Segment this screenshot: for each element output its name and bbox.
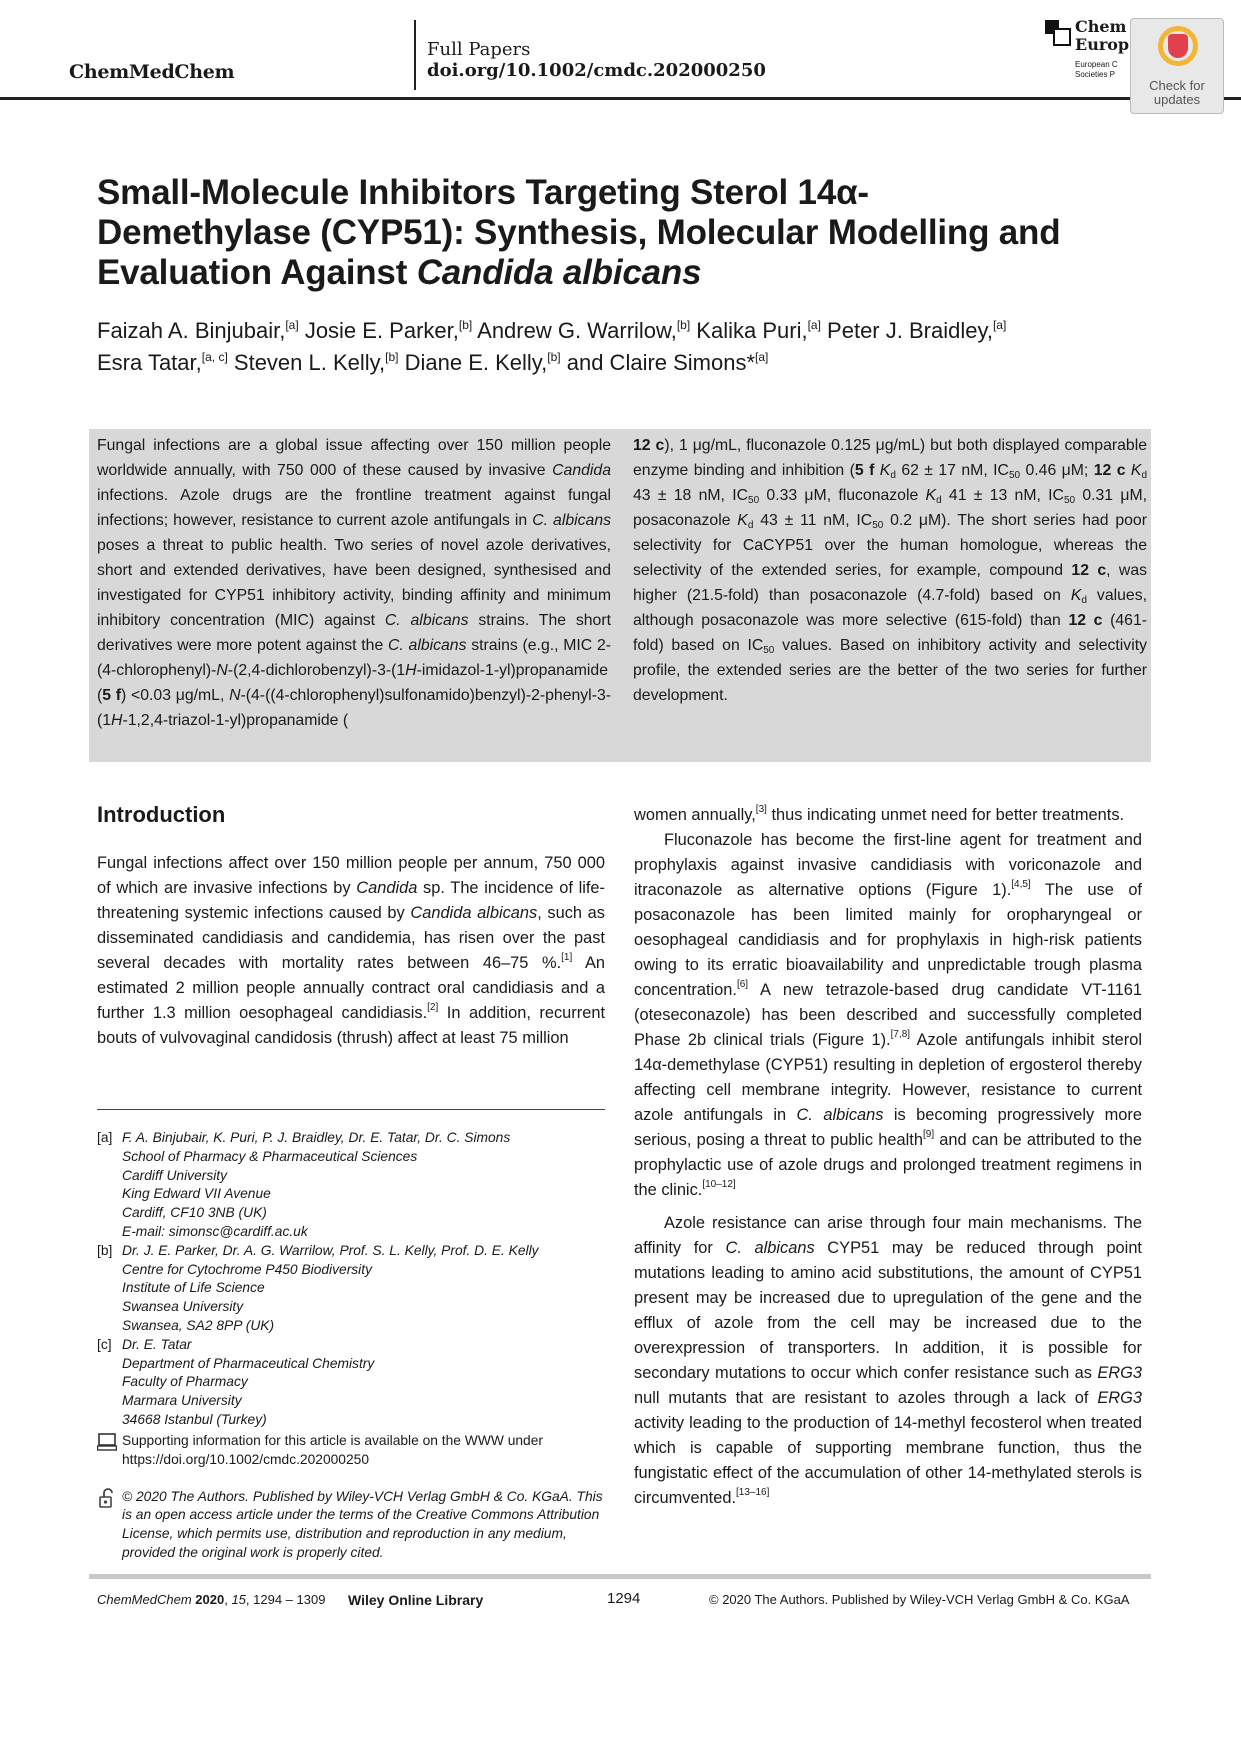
footer-citation: ChemMedChem 2020, 15, 1294 – 1309 [97,1592,326,1607]
author-affiliation: [a] [755,350,769,364]
article-title [97,173,1157,293]
logo-text-2: Europ [1075,35,1130,54]
intro-paragraph-3: Azole resistance can arise through four main mechanisms. The affinity for C. albicans CYP51 may be reduced through point mutations leading to amino acid substitutions, the amount of CYP51 present may be increased due to upregulation of the gene and the efflux of azole from the cell may be increased due to the overexpression of transporters. In addition, it is possible for secondary mutations to occur which confer resistance such as ERG3 null mutants that are resistant to azoles through a lack of ERG3 activity leading to the production of 14-methyl fecosterol when treated which is capable of supporting membrane function, thus the fungistatic effect of the accumulation of other 14-methylated sterols is circumvented.[13–16] [634,1214,1142,1507]
author: Faizah A. Binjubair, [97,318,286,343]
author: Peter J. Braidley, [827,318,993,343]
logo-text-4: Societies P [1075,70,1116,79]
check-for-updates-badge[interactable] [1130,18,1224,114]
author-affiliation: [a] [992,318,1007,332]
author: Steven L. Kelly, [233,350,386,375]
author: Esra Tatar, [97,350,202,375]
citation[interactable]: [1] [561,952,573,963]
computer-icon [97,1432,117,1452]
citation[interactable]: [6] [736,979,749,990]
citation[interactable]: [7,8] [890,1029,911,1040]
citation[interactable]: [9] [922,1129,935,1140]
open-access-icon [97,1488,117,1508]
author-affiliation: [a] [807,318,821,332]
citation[interactable]: [10–12] [702,1179,736,1190]
author-list [97,315,1157,379]
abstract-column-right: 12 c), 1 μg/mL, fluconazole 0.125 μg/mL) but both displayed comparable enzyme binding and inhibition (5 f $K_d$ 62 ± 17 nM, $IC_{50}$ 0.46 μM; 12 c $K_d$ 43 ± 18 nM, $IC_{50}$ 0.33 μM, fluconazole $K_d$ 41 ± 13 nM, $IC_{50}$ 0.31 μM, posaconazole $K_d$ 43 ± 11 nM, $IC_{50}$ 0.2 μM). The short series had poor selectivity for CaCYP51 over the human homologue, whereas the selectivity of the extended series, for example, compound 12 c, was higher (21.5-fold) than posaconazole (4.7-fold) based on $K_d$ values, although posaconazole was more selective (615-fold) than 12 c (461-fold) based on $IC_{50}$ values. Based on inhibitory activity and selectivity profile, the extended series are the better of the two series for further development. [633,437,1148,704]
author-affiliation: [b] [676,318,691,332]
abstract-box [89,429,1151,762]
intro-column-right [634,803,1142,1511]
paragraph-continuation: women annually, [634,806,756,824]
supporting-info-text[interactable]: Supporting information for this article is available on the WWW under https://doi.org/10.1002/cmdc.202000250 [122,1433,543,1467]
footnote-rule [97,1109,605,1110]
author: Andrew G. Warrilow, [477,318,677,343]
email-link[interactable]: E-mail: simonsc@cardiff.ac.uk [122,1223,308,1239]
footer-copyright: © 2020 The Authors. Published by Wiley-VCH Verlag GmbH & Co. KGaA [709,1592,1130,1607]
abstract-column-left: Fungal infections are a global issue affecting over 150 million people worldwide annually, with 750 000 of these caused by invasive Candida infections. Azole drugs are the frontline treatment against fungal infections; however, resistance to current azole antifungals in C. albicans poses a threat to public health. Two series of novel azole derivatives, short and extended derivatives, have been designed, synthesised and investigated for CYP51 inhibitory activity, binding affinity and minimum inhibitory concentration (MIC) against C. albicans strains. The short derivatives were more potent against the C. albicans strains (e.g., MIC 2-(4-chlorophenyl)-N-(2,4-dichlorobenzyl)-3-(1H-imidazol-1-yl)propanamide (5 f) <0.03 μg/mL, N-(4-((4-chlorophenyl)sulfonamido)benzyl)-2-phenyl-3-(1H-1,2,4-triazol-1-yl)propanamide ( [97,437,611,729]
author-affiliation: [b] [547,350,561,364]
title-line-2: Demethylase (CYP51): Synthesis, Molecular Modelling and [97,213,1061,252]
supporting-info [97,1432,607,1470]
article-notes [97,1432,607,1581]
affiliation-c: [c] Dr. E. Tatar Department of Pharmaceutical Chemistry Faculty of Pharmacy Marmara University 34668 Istanbul (Turkey) [97,1336,375,1427]
affiliations [97,1129,607,1430]
citation[interactable]: [3] [755,804,767,815]
author: Diane E. Kelly, [404,350,548,375]
logo-text-1: Chem [1075,18,1127,36]
footer-rule [89,1574,1151,1579]
citation[interactable]: [2] [427,1002,439,1013]
doi-link[interactable]: doi.org/10.1002/cmdc.202000250 [427,60,766,81]
intro-paragraph-2: Fluconazole has become the first-line agent for treatment and prophylaxis against invasive candidiasis with voriconazole and itraconazole as alternative options (Figure 1).[4,5] The use of posaconazole has been limited mainly for oropharyngeal or oesophageal candidiasis and for prophylaxis in high-risk patients owing to its erratic bioavailability and unpredictable trough plasma concentration.[6] A new tetrazole-based drug candidate VT-1161 (oteseconazole) has been described and successfully completed Phase 2b clinical trials (Figure 1).[7,8] Azole antifungals inhibit sterol 14α-demethylase (CYP51) resulting in depletion of ergosterol thereby affecting cell membrane integrity. However, resistance to current azole antifungals in C. albicans is becoming progressively more serious, posing a threat to public health[9] and can be attributed to the prophylactic use of azole drugs and prolonged treatment regimens in the clinic.[10–12] [634,831,1143,1199]
logo-text-3: European C [1075,60,1118,69]
article-type: Full Papers [427,39,531,60]
author-affiliation: [b] [458,318,473,332]
title-line-1: Small-Molecule Inhibitors Targeting Sterol 14α- [97,173,869,212]
author-affiliation: [a] [285,318,299,332]
publisher-logo [1045,18,1135,88]
check-updates-text-1: Check for [1149,78,1205,93]
author: Josie E. Parker, [304,318,459,343]
author-affiliation: [b] [385,350,399,364]
license-note [97,1488,607,1563]
intro-column-left [97,851,605,1051]
wiley-online-library-link[interactable]: Wiley Online Library [348,1592,484,1608]
license-text: © 2020 The Authors. Published by Wiley-VCH Verlag GmbH & Co. KGaA. This is an open access article under the terms of the Creative Commons Attribution License, which permits use, distribution and reproduction in any medium, provided the original work is properly cited. [122,1488,603,1560]
page-number: 1294 [607,1590,641,1607]
check-updates-icon [1158,26,1198,66]
check-updates-text-2: updates [1153,92,1201,107]
title-species: Candida albicans [416,253,702,292]
header-rule [0,97,1241,100]
section-heading-introduction: Introduction [97,802,226,827]
affiliation-a: [a] F. A. Binjubair, K. Puri, P. J. Braidley, Dr. E. Tatar, Dr. C. Simons School of Pharmacy & Pharmaceutical Sciences Cardiff University King Edward VII Avenue Cardiff, CF10 3NB (UK) E-mail: simonsc@cardiff.ac.uk [97,1130,511,1239]
author: Kalika Puri, [696,318,808,343]
header-divider [414,20,416,90]
intro-paragraph-1-cont: women annually,[3] thus indicating unmet need for better treatments. [634,804,1125,824]
logo-square-outline-icon [1053,28,1071,46]
title-line-3: Evaluation Against [97,253,417,292]
intro-paragraph-1: Fungal infections affect over 150 million people per annum, 750 000 of which are invasive infections by Candida sp. The incidence of life-threatening systemic infections caused by Candida albicans, such as disseminated candidiasis and candidemia, has risen over the past several decades with mortality rates between 46–75 %.[1] An estimated 2 million people annually contract oral candidiasis and a further 1.3 million oesophageal candidiasis.[2] In addition, recurrent bouts of vulvovaginal candidosis (thrush) affect at least 75 million [97,854,605,1047]
journal-name: ChemMedChem [69,61,235,83]
citation[interactable]: [13–16] [736,1487,770,1498]
citation[interactable]: [4,5] [1011,879,1031,890]
author-affiliation: [a, c] [201,350,228,364]
affiliation-b: [b] Dr. J. E. Parker, Dr. A. G. Warrilow, Prof. S. L. Kelly, Prof. D. E. Kelly Centre for Cytochrome P450 Biodiversity Institute of Life Science Swansea University Swansea, SA2 8PP (UK) [97,1242,539,1333]
author: and Claire Simons* [566,350,756,375]
